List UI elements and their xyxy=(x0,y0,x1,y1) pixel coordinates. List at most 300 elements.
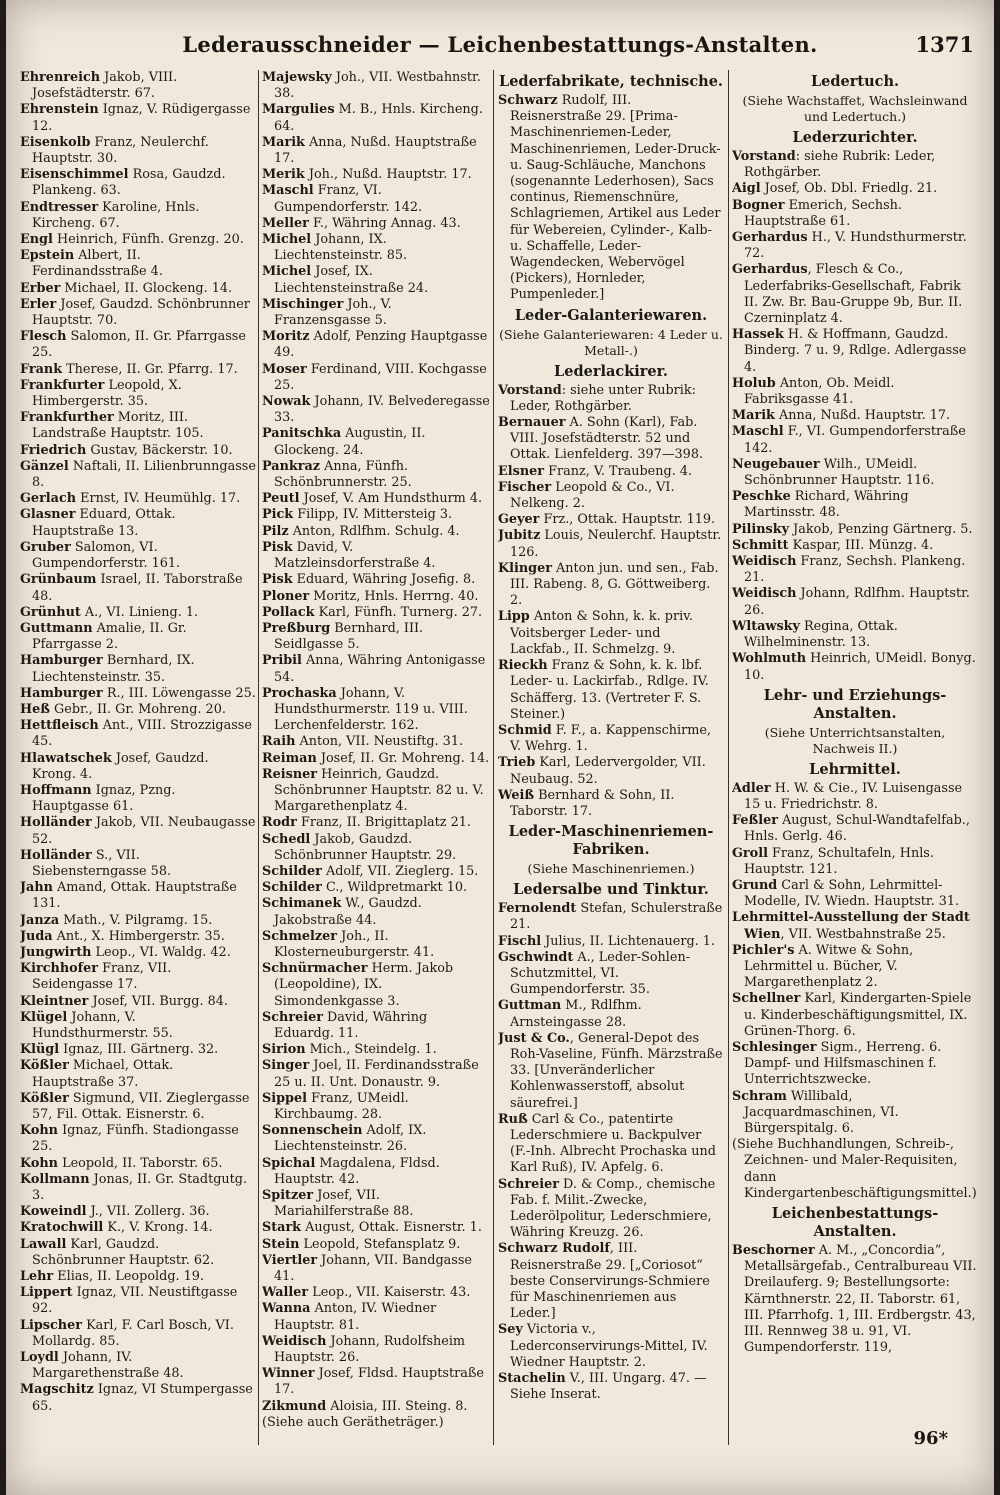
entry-name: Ruß xyxy=(498,1111,528,1127)
directory-entry xyxy=(20,783,256,815)
entry-name: Schedl xyxy=(262,831,311,847)
entry-name: Holländer xyxy=(20,815,92,831)
directory-entry xyxy=(262,1399,490,1415)
entry-name: Lehrmittel-Ausstellung der Stadt Wien xyxy=(732,910,970,942)
entry-name: Magschitz xyxy=(20,1382,94,1398)
directory-entry xyxy=(732,538,978,554)
entry-details: Wilh., UMeidl. Schönbrunner Hauptstr. 116. xyxy=(744,456,935,489)
directory-entry xyxy=(262,491,490,507)
directory-entry xyxy=(262,864,490,880)
directory-entry xyxy=(498,561,724,610)
entry-name: Viertler xyxy=(262,1252,318,1268)
entry-name: Pollack xyxy=(262,604,315,620)
directory-entry xyxy=(20,232,256,248)
directory-entry xyxy=(20,686,256,702)
directory-entry xyxy=(20,718,256,750)
entry-name: Weidisch xyxy=(732,586,797,602)
section-heading: Lehrmittel. xyxy=(809,760,901,778)
entry-name: Guttman xyxy=(498,998,562,1014)
directory-entry xyxy=(20,410,256,442)
entry-name: Prochaska xyxy=(262,685,337,701)
entry-name: Schreier xyxy=(262,1009,323,1025)
entry-name: Pilinsky xyxy=(732,521,790,537)
entry-details: Anton, VII. Neustiftg. 31. xyxy=(295,734,464,750)
entry-details: Jakob, VII. Neubaugasse 52. xyxy=(32,815,256,847)
directory-entry xyxy=(498,93,724,304)
entry-name: Kirchhofer xyxy=(20,961,99,977)
entry-details: F., Währing Annag. 43. xyxy=(308,215,461,231)
directory-entry xyxy=(20,702,256,718)
directory-entry xyxy=(20,1382,256,1414)
entry-details: Jonas, II. Gr. Stadtgutg. 3. xyxy=(32,1171,248,1204)
section-heading: Ledertuch. xyxy=(810,73,900,90)
entry-name: Schimanek xyxy=(262,896,342,912)
entry-details: David, V. Matzleinsdorferstraße 4. xyxy=(274,539,436,572)
entry-details: Leopold, Stefansplatz 9. xyxy=(299,1236,461,1252)
entry-details: F. F., a. Kappenschirme, V. Wehrg. 1. xyxy=(510,722,711,755)
entry-details: Eduard, Ottak. Hauptstraße 13. xyxy=(32,507,176,539)
entry-details: Jakob, VIII. Josefstädterstr. 67. xyxy=(32,70,178,102)
entry-name: Sonnenschein xyxy=(262,1123,363,1139)
entry-name: Eisenschimmel xyxy=(20,167,129,183)
directory-entry xyxy=(498,658,724,723)
directory-entry xyxy=(262,572,490,588)
directory-entry xyxy=(20,281,256,297)
entry-details: S., VII. Siebensterngasse 58. xyxy=(32,847,172,879)
entry-name: Marik xyxy=(732,408,775,424)
entry-name: Peutl xyxy=(262,491,300,507)
entry-details: Julius, II. Lichtenauerg. 1. xyxy=(541,933,715,949)
directory-entry xyxy=(732,910,978,942)
directory-entry xyxy=(262,1156,490,1188)
directory-entry xyxy=(262,605,490,621)
entry-name: Preßburg xyxy=(262,620,331,636)
directory-entry xyxy=(262,183,490,215)
entry-details: Johann, VII. Bandgasse 41. xyxy=(274,1252,472,1285)
entry-details: Bernhard, III. Seidlgasse 5. xyxy=(274,620,424,653)
entry-details: Adolf, VII. Zieglerg. 15. xyxy=(321,863,479,879)
entry-name: Wohlmuth xyxy=(732,651,807,667)
directory-entry xyxy=(20,1204,256,1220)
directory-entry xyxy=(732,181,978,197)
entry-details: Ignaz, III. Gärtnerg. 32. xyxy=(59,1042,219,1058)
entry-details: H. & Hoffmann, Gaudzd. Binderg. 7 u. 9, Rdlge. Adlergasse 4. xyxy=(744,327,967,375)
entry-name: Pilz xyxy=(262,523,289,539)
entry-details: Joh., VII. Westbahnstr. 38. xyxy=(274,70,481,102)
directory-entry xyxy=(20,929,256,945)
entry-name: Meller xyxy=(262,215,309,231)
directory-entry xyxy=(732,554,978,586)
entry-name: Maschl xyxy=(732,424,784,440)
directory-entry xyxy=(20,1220,256,1236)
directory-entry xyxy=(732,408,978,424)
directory-entry xyxy=(262,264,490,296)
entry-details: Anton, Ob. Meidl. Fabriksgasse 41. xyxy=(744,375,895,408)
entry-details: Therese, II. Gr. Pfarrg. 17. xyxy=(62,361,238,377)
entry-details: Bernhard & Sohn, II. Taborstr. 17. xyxy=(510,787,675,819)
entry-name: Schram xyxy=(732,1088,787,1104)
directory-entry xyxy=(732,991,978,1040)
entry-details: V., III. Ungarg. 47. — Siehe Inserat. xyxy=(510,1371,707,1403)
directory-entry xyxy=(20,1010,256,1042)
directory-entry xyxy=(498,901,724,933)
directory-entry xyxy=(498,934,724,950)
directory-entry xyxy=(20,880,256,912)
entry-details: A. Witwe & Sohn, Lehrmittel u. Bücher, V. Margarethenplatz 2. xyxy=(744,942,914,991)
entry-name: Weidisch xyxy=(732,554,797,570)
entry-details: Anna, Nußd. Hauptstraße 17. xyxy=(274,134,477,167)
entry-details: Filipp, IV. Mittersteig 3. xyxy=(293,507,453,523)
directory-entry xyxy=(732,1243,978,1356)
directory-entry xyxy=(732,943,978,992)
entry-name: Kohn xyxy=(20,1123,58,1139)
column-1 xyxy=(20,70,256,1450)
directory-entry xyxy=(20,1172,256,1204)
entry-details: Israel, II. Taborstraße 48. xyxy=(32,572,243,604)
entry-name: Schmelzer xyxy=(262,928,338,944)
entry-details: A. Sohn (Karl), Fab. VIII. Josefstädterstr. 52 und Ottak. Lienfelderg. 397—398. xyxy=(510,415,704,463)
entry-details: Johann, V. Hundsthurmerstr. 119 u. VIII. Lerchenfelderstr. 162. xyxy=(274,685,468,734)
entry-name: Pick xyxy=(262,507,294,523)
entry-details: Josef, Gaudzd. Krong. 4. xyxy=(32,750,209,782)
entry-details: August, Ottak. Eisnerstr. 1. xyxy=(301,1220,482,1236)
entry-name: Rodr xyxy=(262,815,297,831)
entry-details: Josef, Gaudzd. Schönbrunner Hauptstr. 70. xyxy=(32,296,250,329)
entry-details: Gebr., II. Gr. Mohreng. 20. xyxy=(49,701,226,717)
entry-name: Lehr xyxy=(20,1269,54,1285)
entry-name: Sirion xyxy=(262,1042,306,1058)
directory-entry xyxy=(262,507,490,523)
directory-entry xyxy=(20,378,256,410)
entry-name: Weiß xyxy=(498,787,535,803)
directory-entry xyxy=(732,457,978,489)
directory-entry xyxy=(20,621,256,653)
page-number: 1371 xyxy=(915,32,974,57)
directory-entry xyxy=(20,297,256,329)
entry-details: K., V. Krong. 14. xyxy=(103,1220,213,1236)
column-rule xyxy=(493,70,494,1445)
directory-entry xyxy=(20,994,256,1010)
entry-name: Vorstand xyxy=(498,382,562,398)
directory-entry xyxy=(20,443,256,459)
entry-name: Pisk xyxy=(262,572,293,588)
entry-details: Carl & Co., patentirte Lederschmiere u. Backpulver (F.-Inh. Albrecht Prochaska und Karl Ruß), IV. Apfelg. 6. xyxy=(510,1111,716,1176)
entry-details: , VII. Westbahnstraße 25. xyxy=(780,926,946,942)
entry-name: Moser xyxy=(262,361,307,377)
entry-details: Rosa, Gaudzd. Plankeng. 63. xyxy=(32,167,226,199)
entry-name: Ehrenstein xyxy=(20,102,99,118)
entry-name: Margulies xyxy=(262,102,335,118)
entry-details: Anna, Fünfh. Schönbrunnerstr. 25. xyxy=(274,458,412,491)
entry-details: Eduard, Währing Josefig. 8. xyxy=(292,572,476,588)
directory-entry xyxy=(498,755,724,787)
directory-entry xyxy=(262,621,490,653)
directory-entry xyxy=(262,1188,490,1220)
entry-details: Bernhard, IX. Liechtensteinstr. 35. xyxy=(32,653,195,685)
entry-details: H., V. Hundsthurmerstr. 72. xyxy=(744,230,967,262)
entry-details: D. & Comp., chemische Fab. f. Milit.-Zwecke, Lederölpolitur, Lederschmiere, Währing Kreuzg. 26. xyxy=(510,1176,716,1241)
entry-details: Joel, II. Ferdinandsstraße 25 u. II. Unt. Donaustr. 9. xyxy=(274,1058,479,1090)
entry-details: Ignaz, Pzng. Hauptgasse 61. xyxy=(32,782,176,815)
entry-name: Loydl xyxy=(20,1350,59,1366)
entry-name: Lippert xyxy=(20,1285,73,1301)
directory-entry xyxy=(262,1334,490,1366)
entry-name: Rieckh xyxy=(498,658,548,674)
entry-details: Frz., Ottak. Hauptstr. 119. xyxy=(539,512,716,528)
entry-name: Kößler xyxy=(20,1090,69,1106)
entry-details: Franz, Neulerchf. Hauptstr. 30. xyxy=(32,134,209,167)
directory-entry xyxy=(498,788,724,820)
entry-name: Koweindl xyxy=(20,1204,87,1220)
entry-name: Klügel xyxy=(20,1009,68,1025)
entry-details: Franz, Schultafeln, Hnls. Hauptstr. 121. xyxy=(744,845,934,877)
entry-details: Naftali, II. Lilienbrunngasse 8. xyxy=(32,458,256,491)
entry-name: Pribil xyxy=(262,653,302,669)
entry-details: Joh., II. Klosterneuburgerstr. 41. xyxy=(274,928,435,960)
entry-details: Herm. Jakob (Leopoldine), IX. Simondenkgasse 3. xyxy=(274,961,454,1009)
entry-name: Hassek xyxy=(732,327,784,343)
directory-entry xyxy=(262,394,490,426)
entry-name: Grund xyxy=(732,877,778,893)
entry-details: : siehe unter Rubrik: Leder, Rothgärber. xyxy=(510,382,696,414)
entry-name: Beschorner xyxy=(732,1242,815,1258)
entry-details: Josef, V. Am Hundsthurm 4. xyxy=(299,491,483,507)
entry-details: Ernst, IV. Heumühlg. 17. xyxy=(76,491,241,507)
entry-details: M., Rdlfhm. Arnsteingasse 28. xyxy=(510,998,642,1030)
entry-details: Johann, IV. Margarethenstraße 48. xyxy=(32,1350,184,1382)
entry-details: Heinrich, Fünfh. Grenzg. 20. xyxy=(52,232,244,248)
running-head: Lederausschneider — Leichenbestattungs-Anstalten. xyxy=(182,32,818,57)
entry-details: Franz & Sohn, k. k. lbf. Leder- u. Lackirfab., Rdlge. IV. Schäfferg. 13. (Vertreter F. S. Steiner.) xyxy=(510,658,709,722)
directory-entry xyxy=(498,1371,724,1403)
entry-details: August, Schul-Wandtafelfab., Hnls. Gerlg. 46. xyxy=(744,813,970,845)
entry-details: Mich., Steindelg. 1. xyxy=(305,1042,437,1058)
entry-details: Franz, Sechsh. Plankeng. 21. xyxy=(744,554,966,586)
directory-entry xyxy=(262,232,490,264)
directory-entry xyxy=(20,605,256,621)
entry-details: Leopold, II. Taborstr. 65. xyxy=(58,1155,223,1171)
directory-entry xyxy=(262,329,490,361)
entry-name: Ehrenreich xyxy=(20,70,101,85)
directory-entry xyxy=(732,846,978,878)
directory-entry xyxy=(262,524,490,540)
entry-name: Pichler's xyxy=(732,942,795,958)
entry-details: C., Wildpretmarkt 10. xyxy=(321,880,468,896)
directory-entry xyxy=(732,651,978,683)
entry-details: A., Leder-Sohlen-Schutzmittel, VI. Gumpendorferstr. 35. xyxy=(510,949,691,998)
entry-name: Grünhut xyxy=(20,604,81,620)
entry-details: Sigmund, VII. Zieglergasse 57, Fil. Ottak. Eisnerstr. 6. xyxy=(32,1090,250,1122)
entry-name: Juda xyxy=(20,928,53,944)
entry-name: Schellner xyxy=(732,991,801,1007)
entry-name: Kleintner xyxy=(20,993,89,1009)
entry-name: Schwarz Rudolf xyxy=(498,1241,610,1257)
entry-name: Wltawsky xyxy=(732,618,800,634)
directory-entry xyxy=(20,572,256,604)
entry-details: , III. Reisnerstraße 29. [„Coriosot“ beste Conservirungs-Schmiere für Maschinenriemen aus Leder.] xyxy=(510,1241,710,1322)
directory-entry xyxy=(262,1091,490,1123)
entry-details: Karl, Kindergarten-Spiele u. Kinderbeschäftigungsmittel, IX. Grünen-Thorg. 6. xyxy=(744,991,972,1039)
entry-name: Schreier xyxy=(498,1176,559,1192)
directory-entry xyxy=(498,512,724,528)
directory-entry xyxy=(20,1237,256,1269)
entry-details: Salomon, II. Gr. Pfarrgasse 25. xyxy=(32,329,246,361)
directory-entry xyxy=(262,540,490,572)
entry-details: Richard, Währing Martinsstr. 48. xyxy=(744,489,909,521)
directory-entry xyxy=(20,653,256,685)
entry-name: Neugebauer xyxy=(732,456,820,472)
entry-details: Amand, Ottak. Hauptstraße 131. xyxy=(32,880,237,912)
entry-name: Schnürmacher xyxy=(262,961,368,977)
directory-entry xyxy=(262,1237,490,1253)
entry-name: Geyer xyxy=(498,512,540,528)
entry-details: (Siehe auch Gerätheträger.) xyxy=(262,1414,444,1430)
entry-details: Anna, Währing Antonigasse 54. xyxy=(274,653,486,685)
entry-details: Franz, V. Traubeng. 4. xyxy=(544,463,693,479)
entry-name: Fischer xyxy=(498,479,552,495)
directory-entry xyxy=(20,362,256,378)
entry-name: Gerlach xyxy=(20,491,77,507)
entry-name: Peschke xyxy=(732,489,791,505)
entry-details: Karl, F. Carl Bosch, VI. Mollardg. 85. xyxy=(32,1317,234,1349)
entry-name: Schmitt xyxy=(732,537,789,553)
entry-details: M. B., Hnls. Kircheng. 64. xyxy=(274,102,483,134)
entry-name: Jubitz xyxy=(498,528,541,544)
entry-details: R., III. Löwengasse 25. xyxy=(102,685,256,701)
entry-details: Heinrich, UMeidl. Bonyg. 10. xyxy=(744,651,976,683)
directory-entry xyxy=(262,815,490,831)
directory-entry xyxy=(20,167,256,199)
entry-name: Klügl xyxy=(20,1042,60,1058)
entry-details: Johann, V. Hundsthurmerstr. 55. xyxy=(32,1009,173,1041)
entry-details: Leop., VII. Kaiserstr. 43. xyxy=(308,1285,471,1301)
entry-details: Moritz, Hnls. Herrng. 40. xyxy=(309,588,479,604)
entry-name: Kollmann xyxy=(20,1171,90,1187)
entry-name: Bogner xyxy=(732,197,785,213)
entry-details: Victoria v., Lederconservirungs-Mittel, IV. Wiedner Hauptstr. 2. xyxy=(510,1322,708,1370)
entry-name: Fernolendt xyxy=(498,901,577,917)
entry-name: Fischl xyxy=(498,933,542,949)
entry-name: Sey xyxy=(498,1322,523,1338)
entry-name: Moritz xyxy=(262,329,310,345)
entry-details: Sigm., Herreng. 6. Dampf- und Hilfsmaschinen f. Unterrichtszwecke. xyxy=(744,1039,942,1088)
entry-name: Lipp xyxy=(498,609,530,625)
entry-details: Leopold, X. Himbergerstr. 35. xyxy=(32,377,182,410)
entry-details: David, Währing Eduardg. 11. xyxy=(274,1009,428,1041)
entry-name: Grünbaum xyxy=(20,572,97,588)
entry-details: F., VI. Gumpendorferstraße 142. xyxy=(744,424,966,456)
entry-details: Josef, VII. Burgg. 84. xyxy=(88,993,228,1009)
entry-details: Anton jun. und sen., Fab. III. Rabeng. 8, G. Göttweiberg. 2. xyxy=(510,560,719,609)
directory-entry xyxy=(262,686,490,735)
entry-details: Johann, Rdlfhm. Hauptstr. 26. xyxy=(744,586,970,618)
directory-entry xyxy=(262,297,490,329)
directory-entry xyxy=(732,230,978,262)
entry-name: Schlesinger xyxy=(732,1039,817,1055)
entry-name: Ploner xyxy=(262,588,310,604)
entry-details: Franz, UMeidl. Kirchbaumg. 28. xyxy=(274,1090,409,1122)
entry-details: Karl, Ledervergolder, VII. Neubaug. 52. xyxy=(510,755,706,787)
entry-details: Franz, VI. Gumpendorferstr. 142. xyxy=(274,183,423,215)
directory-entry xyxy=(732,327,978,376)
directory-entry xyxy=(262,426,490,458)
entry-details: Johann, IX. Liechtensteinstr. 85. xyxy=(274,232,408,264)
entry-details: Franz, VII. Seidengasse 17. xyxy=(32,961,172,993)
directory-entry xyxy=(20,1318,256,1350)
entry-details: Rudolf, III. Reisnerstraße 29. [Prima-Maschinenriemen-Leder, Maschinenriemen, Leder-Druck- u. Saug-Schläuche, Manchons (sogenannte Lederhosen), Sacs continus, Riemenschnüre, Schlagriemen, Artikel aus Leder für Webereien, Cylinder-, Kalb- u. Schaffelle, Leder-Wagendecken, Webervögel (Pickers), Hornleder, Pumpenleder.] xyxy=(510,93,721,303)
entry-name: Zikmund xyxy=(262,1398,327,1414)
directory-entry xyxy=(732,522,978,538)
entry-name: Raih xyxy=(262,734,296,750)
entry-name: Lawall xyxy=(20,1236,67,1252)
entry-details: H. W. & Cie., IV. Luisengasse 15 u. Friedrichstr. 8. xyxy=(744,780,963,812)
entry-details: Magdalena, Fldsd. Hauptstr. 42. xyxy=(274,1155,440,1187)
entry-details: Joh., Nußd. Hauptstr. 17. xyxy=(304,167,472,183)
directory-entry xyxy=(20,1350,256,1382)
directory-entry xyxy=(20,70,256,102)
entry-name: Engl xyxy=(20,232,53,248)
directory-page xyxy=(6,0,994,1495)
entry-name: Holländer xyxy=(20,847,92,863)
directory-entry xyxy=(20,1156,256,1172)
entry-name: Winner xyxy=(262,1366,315,1382)
directory-entry xyxy=(498,998,724,1030)
directory-entry xyxy=(262,1220,490,1236)
entry-details: Jakob, Gaudzd. Schönbrunner Hauptstr. 29. xyxy=(274,831,457,863)
entry-details: Josef, VII. Mariahilferstraße 88. xyxy=(274,1188,414,1220)
directory-entry xyxy=(732,619,978,651)
entry-details: Adolf, Penzing Hauptgasse 49. xyxy=(274,329,488,361)
entry-name: Gruber xyxy=(20,539,71,555)
directory-entry xyxy=(262,734,490,750)
directory-entry xyxy=(262,1010,490,1042)
entry-details: Josef, Fldsd. Hauptstraße 17. xyxy=(274,1366,484,1398)
entry-details: Stefan, Schulerstraße 21. xyxy=(510,901,723,933)
directory-entry xyxy=(20,1269,256,1285)
entry-name: Merik xyxy=(262,167,305,183)
entry-details: , General-Depot des Roh-Vaseline, Fünfh. Märzstraße 33. [Unveränderlicher Kohlenwasserstoff, absolut säurefrei.] xyxy=(510,1030,723,1111)
directory-entry xyxy=(498,464,724,480)
directory-entry xyxy=(20,815,256,847)
entry-name: Spichal xyxy=(262,1155,316,1171)
entry-details: Regina, Ottak. Wilhelminenstr. 13. xyxy=(744,618,898,651)
directory-entry xyxy=(20,1091,256,1123)
entry-details: Salomon, VI. Gumpendorferstr. 161. xyxy=(32,539,181,572)
directory-entry xyxy=(262,1301,490,1333)
entry-details: Gustav, Bäckerstr. 10. xyxy=(86,442,233,458)
entry-details: Johann, Rudolfsheim Hauptstr. 26. xyxy=(274,1333,466,1366)
entry-details: Josef, IX. Liechtensteinstraße 24. xyxy=(274,264,429,296)
entry-details: W., Gaudzd. Jakobstraße 44. xyxy=(274,896,422,928)
directory-entry xyxy=(20,507,256,539)
entry-name: Reiman xyxy=(262,750,317,766)
entry-name: Maschl xyxy=(262,183,314,199)
entry-details: Anna, Nußd. Hauptstr. 17. xyxy=(774,408,951,424)
directory-entry xyxy=(732,1137,978,1202)
entry-details: Jakob, Penzing Gärtnerg. 5. xyxy=(789,521,973,537)
entry-name: Schmid xyxy=(498,722,552,738)
column-4 xyxy=(732,70,978,1450)
section-heading: Lehr- und Erziehungs-Anstalten. xyxy=(763,686,947,722)
directory-entry xyxy=(262,767,490,816)
directory-entry xyxy=(262,751,490,767)
directory-entry xyxy=(732,878,978,910)
entry-details: Anton & Sohn, k. k. priv. Voitsberger Leder- und Lackfab., II. Schmelzg. 9. xyxy=(510,609,693,657)
entry-name: Frank xyxy=(20,361,63,377)
directory-entry xyxy=(498,415,724,464)
entry-name: Jungwirth xyxy=(20,944,92,960)
entry-name: Weidisch xyxy=(262,1333,327,1349)
